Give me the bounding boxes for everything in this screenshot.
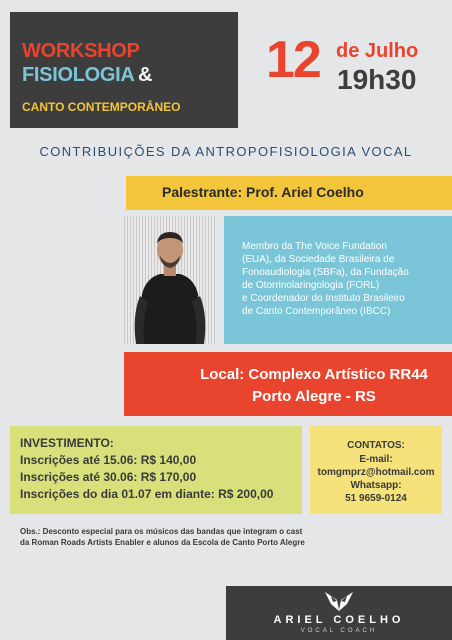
logo-tagline: VOCAL COACH <box>300 628 378 634</box>
logo-box <box>226 586 452 640</box>
whatsapp-label: Whatsapp: <box>350 480 402 491</box>
bio-line: Fonoaudiologia (SBFa), da Fundação <box>242 267 409 278</box>
speaker-name: Palestrante: Prof. Ariel Coelho <box>162 184 364 200</box>
location-box <box>124 352 452 416</box>
investment-item: Inscrições até 30.06: R$ 170,00 <box>20 470 197 484</box>
speaker-bar <box>126 176 452 210</box>
contacts-box <box>310 426 442 514</box>
email-label: E-mail: <box>359 454 393 465</box>
whatsapp-number[interactable]: 51 9659-0124 <box>345 493 407 504</box>
investment-item: Inscrições até 15.06: R$ 140,00 <box>20 453 197 467</box>
bio-line: Membro da The Voice Fundation <box>242 241 387 252</box>
investment-item: Inscrições do dia 01.07 em diante: R$ 200,00 <box>20 487 274 501</box>
title-canto: CANTO CONTEMPORÂNEO <box>22 100 181 114</box>
bio-box <box>224 216 452 344</box>
subtitle: CONTRIBUIÇÕES DA ANTROPOFISIOLOGIA VOCAL <box>39 144 413 159</box>
wings-logo-icon <box>323 590 355 612</box>
bio-line: (EUA), da Sociedade Brasileira de <box>242 254 395 265</box>
contacts-heading: CONTATOS: <box>347 440 405 451</box>
bio-line: de Otorrinolaringologia (FORL) <box>242 280 380 291</box>
title-box <box>10 12 238 128</box>
date-day: 12 <box>266 31 320 89</box>
title-fisiologia: FISIOLOGIA <box>22 64 135 86</box>
title-workshop: WORKSHOP <box>22 40 140 62</box>
title-ampersand: & <box>138 64 153 86</box>
note-line: da Roman Roads Artists Enabler e alunos da Escola de Canto Porto Alegre <box>20 538 305 547</box>
bio-line: de Canto Contemporâneo (IBCC) <box>242 306 391 317</box>
note-line: Obs.: Desconto especial para os músicos das bandas que integram o cast <box>20 527 303 536</box>
investment-box <box>10 426 302 514</box>
discount-note <box>20 526 440 548</box>
date-month: de Julho <box>336 40 419 62</box>
bio-line: e Coordenador do Instituto Brasileiro <box>242 293 405 304</box>
logo-brand: ARIEL COELHO <box>273 614 405 626</box>
speaker-photo <box>124 216 216 344</box>
date-time: 19h30 <box>337 64 417 95</box>
email-link[interactable]: tomgmprz@hotmail.com <box>317 467 435 478</box>
location-city: Porto Alegre - RS <box>252 388 376 405</box>
location-venue: Local: Complexo Artístico RR44 <box>200 366 428 383</box>
investment-heading: INVESTIMENTO: <box>20 436 114 450</box>
